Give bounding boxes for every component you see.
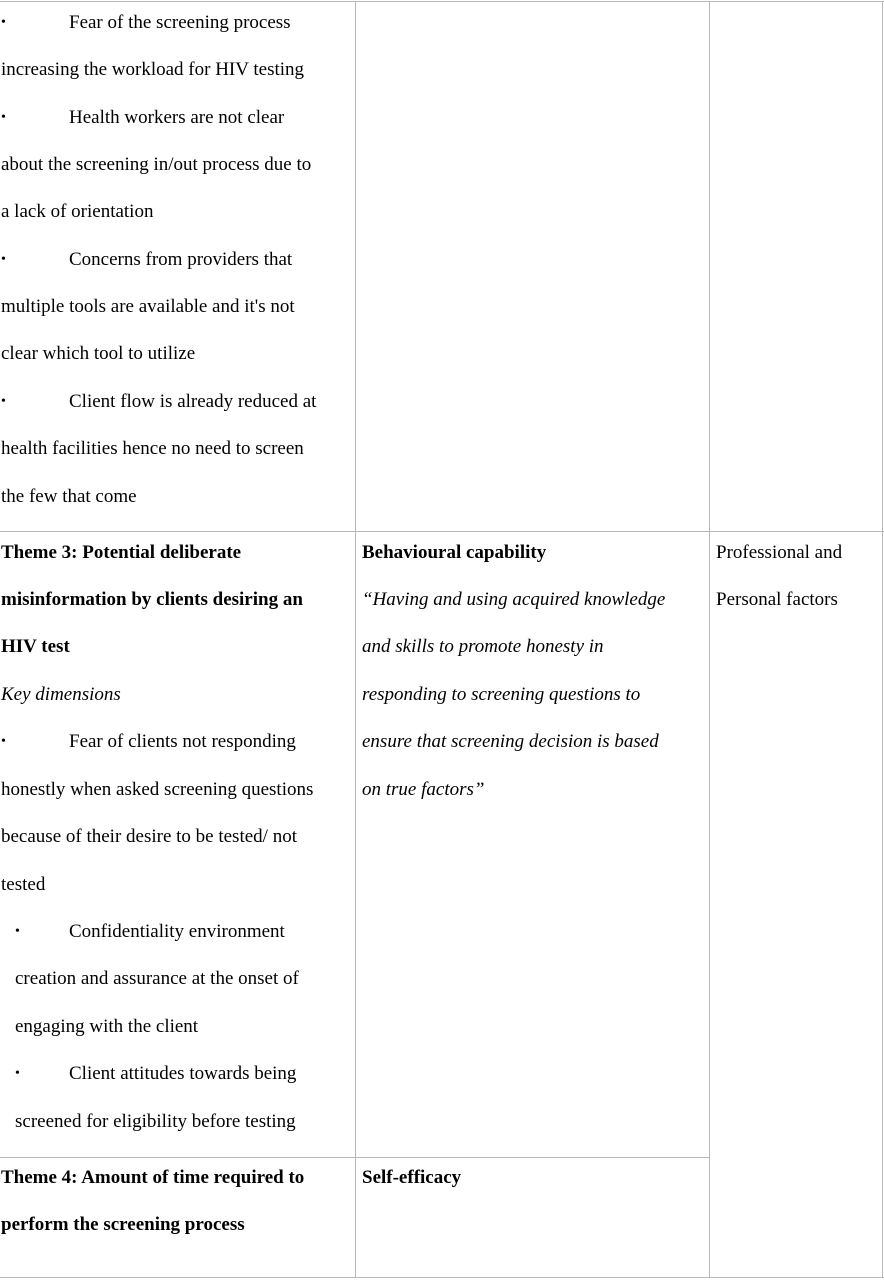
construct-definition: “Having and using acquired knowledge [362,589,666,610]
construct-definition: responding to screening questions to [362,684,641,705]
list-item: health facilities hence no need to screen [1,438,304,459]
bullet-marker: • [1,110,6,125]
list-item: engaging with the client [15,1016,199,1037]
list-item: Fear of clients not responding [69,731,296,752]
list-item: increasing the workload for HIV testing [1,59,305,80]
bullet-marker: • [1,252,6,267]
factor-label: Professional and [716,542,843,563]
bullet-marker: • [1,734,6,749]
list-item: a lack of orientation [1,201,154,222]
column-divider-1 [355,1,356,1278]
list-item: clear which tool to utilize [1,343,196,364]
table-border-top [0,1,884,2]
list-item: Health workers are not clear [69,107,285,128]
list-item: the few that come [1,486,137,507]
theme-title: Theme 3: Potential deliberate [1,542,242,563]
bullet-marker: • [15,1066,20,1081]
list-item: because of their desire to be tested/ not [1,826,297,847]
list-item: Concerns from providers that [69,249,293,270]
list-item: tested [1,874,46,895]
list-item: about the screening in/out process due to [1,154,312,175]
list-item: Client flow is already reduced at [69,391,317,412]
construct-title: Behavioural capability [362,542,547,563]
list-item: Fear of the screening process [69,12,291,33]
bullet-marker: • [1,15,6,30]
construct-title: Self-efficacy [362,1167,462,1188]
bullet-marker: • [15,924,20,939]
table-border-right [882,1,883,1278]
construct-definition: on true factors” [362,779,485,800]
list-item: Confidentiality environment [69,921,285,942]
list-item: Client attitudes towards being [69,1063,297,1084]
bullet-marker: • [1,394,6,409]
list-item: creation and assurance at the onset of [15,968,299,989]
row-divider-1 [0,531,884,532]
list-item: screened for eligibility before testing [15,1111,296,1132]
list-item: honestly when asked screening questions [1,779,314,800]
theme-title: perform the screening process [1,1214,245,1235]
factor-label: Personal factors [716,589,838,610]
list-item: multiple tools are available and it's not [1,296,295,317]
table-border-bottom [0,1277,884,1278]
construct-definition: and skills to promote honesty in [362,636,604,657]
theme-title: HIV test [1,636,70,657]
theme-title: Theme 4: Amount of time required to [1,1167,305,1188]
key-dimensions-label: Key dimensions [1,684,121,705]
column-divider-2 [709,1,710,1278]
theme-title: misinformation by clients desiring an [1,589,303,610]
construct-definition: ensure that screening decision is based [362,731,659,752]
